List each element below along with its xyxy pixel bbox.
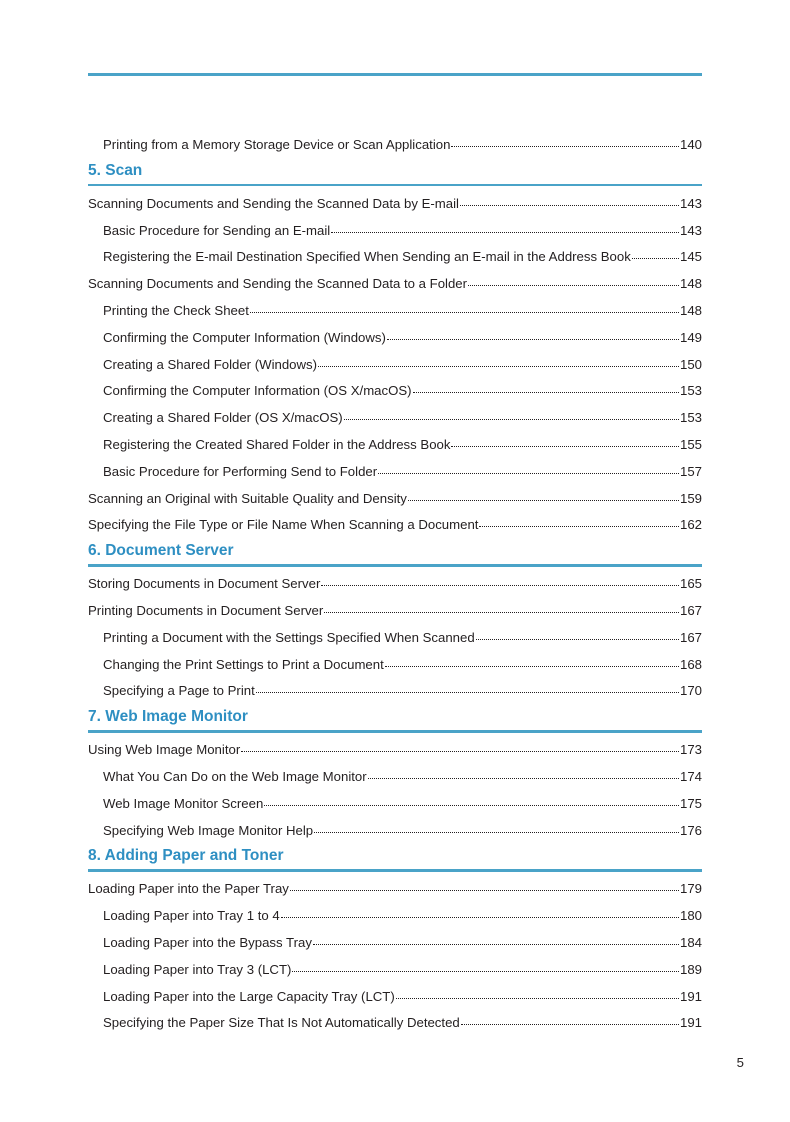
toc-entry-title: Loading Paper into Tray 1 to 4 bbox=[103, 908, 280, 924]
dot-leader bbox=[385, 665, 679, 667]
chapter-heading[interactable] bbox=[88, 844, 702, 874]
toc-entry-page: 148 bbox=[679, 276, 702, 292]
toc-entry[interactable] bbox=[88, 432, 702, 459]
toc-entry-page: 176 bbox=[679, 822, 702, 838]
toc-entry[interactable] bbox=[88, 737, 702, 764]
chapter-rule bbox=[88, 564, 702, 567]
dot-leader bbox=[396, 997, 679, 999]
dot-leader bbox=[264, 804, 679, 806]
toc-entry[interactable] bbox=[88, 571, 702, 598]
toc-entry[interactable] bbox=[88, 218, 702, 245]
dot-leader bbox=[256, 691, 679, 693]
dot-leader bbox=[408, 499, 679, 501]
toc-entry-title: Specifying the File Type or File Name When Scanning a Document bbox=[88, 517, 479, 533]
toc-entry[interactable] bbox=[88, 405, 702, 432]
toc-entry-title: Scanning an Original with Suitable Quality and Density bbox=[88, 490, 407, 506]
chapter-title: 8. Adding Paper and Toner bbox=[88, 847, 284, 865]
toc-entry-title: Confirming the Computer Information (Windows) bbox=[103, 329, 386, 345]
toc-entry[interactable] bbox=[88, 191, 702, 218]
toc-entry-page: 165 bbox=[679, 576, 702, 592]
chapter-title: 6. Document Server bbox=[88, 542, 234, 560]
toc-entry[interactable] bbox=[88, 598, 702, 625]
toc-entry-title: Specifying Web Image Monitor Help bbox=[103, 822, 314, 838]
toc-entry-page: 140 bbox=[679, 137, 702, 152]
toc-entry-page: 184 bbox=[679, 934, 702, 950]
dot-leader bbox=[321, 584, 679, 586]
toc-entry[interactable] bbox=[88, 678, 702, 705]
dot-leader bbox=[451, 445, 679, 447]
toc-entry[interactable] bbox=[88, 957, 702, 984]
toc-entry-title: Web Image Monitor Screen bbox=[103, 795, 264, 811]
toc-entry-page: 157 bbox=[679, 463, 702, 479]
chapter-heading[interactable] bbox=[88, 539, 702, 569]
dot-leader bbox=[292, 970, 679, 972]
toc-entry-title: Basic Procedure for Performing Send to Folder bbox=[103, 463, 378, 479]
toc-entry-page: 155 bbox=[679, 436, 702, 452]
dot-leader bbox=[318, 365, 679, 367]
toc-entry[interactable] bbox=[88, 625, 702, 652]
table-of-contents bbox=[88, 132, 702, 1037]
toc-entry-page: 149 bbox=[679, 329, 702, 345]
dot-leader bbox=[290, 889, 679, 891]
dot-leader bbox=[460, 204, 679, 206]
chapter-rule bbox=[88, 184, 702, 187]
toc-entry-page: 168 bbox=[679, 656, 702, 672]
toc-entry-title: Storing Documents in Document Server bbox=[88, 576, 321, 592]
toc-entry-title: Loading Paper into the Paper Tray bbox=[88, 881, 289, 897]
toc-entry-page: 162 bbox=[679, 517, 702, 533]
toc-entry[interactable] bbox=[88, 459, 702, 486]
dot-leader bbox=[314, 831, 679, 833]
toc-entry-title: Registering the Created Shared Folder in the Address Book bbox=[103, 436, 451, 452]
toc-entry-page: 153 bbox=[679, 383, 702, 399]
toc-entry-page: 143 bbox=[679, 222, 702, 238]
toc-entry[interactable] bbox=[88, 244, 702, 271]
dot-leader bbox=[344, 418, 679, 420]
toc-entry-page: 145 bbox=[679, 249, 702, 265]
toc-entry-title: What You Can Do on the Web Image Monitor bbox=[103, 768, 367, 784]
dot-leader bbox=[479, 525, 679, 527]
toc-entry-page: 148 bbox=[679, 302, 702, 318]
chapter-heading[interactable] bbox=[88, 705, 702, 735]
dot-leader bbox=[632, 257, 679, 259]
toc-entry-title: Basic Procedure for Sending an E-mail bbox=[103, 222, 331, 238]
toc-entry-title: Scanning Documents and Sending the Scanned Data to a Folder bbox=[88, 276, 468, 292]
toc-entry-title: Using Web Image Monitor bbox=[88, 742, 241, 758]
toc-entry-title: Confirming the Computer Information (OS X/macOS) bbox=[103, 383, 412, 399]
toc-entry-title: Scanning Documents and Sending the Scanned Data by E-mail bbox=[88, 195, 459, 211]
toc-entry-page: 174 bbox=[679, 768, 702, 784]
toc-entry-title: Printing a Document with the Settings Specified When Scanned bbox=[103, 629, 475, 645]
chapter-title: 7. Web Image Monitor bbox=[88, 708, 248, 726]
toc-entry[interactable] bbox=[88, 1010, 702, 1037]
toc-entry-title: Specifying a Page to Print bbox=[103, 683, 255, 699]
toc-entry[interactable] bbox=[88, 512, 702, 539]
toc-entry-title: Creating a Shared Folder (OS X/macOS) bbox=[103, 410, 343, 426]
toc-entry-title: Changing the Print Settings to Print a Document bbox=[103, 656, 384, 672]
toc-entry[interactable] bbox=[88, 298, 702, 325]
toc-entry[interactable] bbox=[88, 352, 702, 379]
toc-entry[interactable] bbox=[88, 764, 702, 791]
dot-leader bbox=[468, 284, 679, 286]
toc-entry[interactable] bbox=[88, 903, 702, 930]
dot-leader bbox=[331, 231, 679, 233]
dot-leader bbox=[451, 145, 679, 147]
toc-entry[interactable] bbox=[88, 132, 702, 159]
dot-leader bbox=[387, 338, 679, 340]
toc-entry[interactable] bbox=[88, 984, 702, 1011]
toc-entry-title: Creating a Shared Folder (Windows) bbox=[103, 356, 318, 372]
toc-entry[interactable] bbox=[88, 271, 702, 298]
chapter-title: 5. Scan bbox=[88, 161, 143, 179]
page-number: 5 bbox=[736, 1055, 744, 1070]
toc-entry-page: 173 bbox=[679, 742, 702, 758]
toc-entry-title: Registering the E-mail Destination Specified When Sending an E-mail in the Address Book bbox=[103, 249, 631, 265]
toc-entry-page: 170 bbox=[679, 683, 702, 699]
toc-entry-page: 189 bbox=[679, 961, 702, 977]
dot-leader bbox=[241, 750, 679, 752]
toc-entry-page: 153 bbox=[679, 410, 702, 426]
header-rule bbox=[88, 73, 702, 76]
toc-entry-page: 191 bbox=[679, 1015, 702, 1031]
toc-entry-page: 175 bbox=[679, 795, 702, 811]
toc-entry-page: 167 bbox=[679, 602, 702, 618]
dot-leader bbox=[250, 311, 679, 313]
toc-entry-title: Loading Paper into the Large Capacity Tray (LCT) bbox=[103, 988, 395, 1004]
toc-entry-page: 167 bbox=[679, 629, 702, 645]
toc-entry-page: 179 bbox=[679, 881, 702, 897]
dot-leader bbox=[313, 943, 679, 945]
toc-entry-page: 143 bbox=[679, 195, 702, 211]
toc-entry[interactable] bbox=[88, 652, 702, 679]
toc-entry-title: Printing from a Memory Storage Device or Scan Application bbox=[103, 137, 451, 152]
dot-leader bbox=[324, 611, 679, 613]
dot-leader bbox=[281, 916, 679, 918]
dot-leader bbox=[378, 472, 679, 474]
toc-entry[interactable] bbox=[88, 791, 702, 818]
toc-entry-page: 150 bbox=[679, 356, 702, 372]
toc-entry[interactable] bbox=[88, 378, 702, 405]
toc-entry-title: Specifying the Paper Size That Is Not Automatically Detected bbox=[103, 1015, 460, 1031]
toc-entry[interactable] bbox=[88, 325, 702, 352]
toc-entry-title: Printing Documents in Document Server bbox=[88, 602, 324, 618]
toc-entry-page: 180 bbox=[679, 908, 702, 924]
toc-entry-title: Printing the Check Sheet bbox=[103, 302, 249, 318]
chapter-rule bbox=[88, 869, 702, 872]
toc-entry-page: 191 bbox=[679, 988, 702, 1004]
toc-entry[interactable] bbox=[88, 818, 702, 845]
dot-leader bbox=[413, 391, 679, 393]
chapter-heading[interactable] bbox=[88, 159, 702, 189]
toc-entry[interactable] bbox=[88, 930, 702, 957]
dot-leader bbox=[368, 777, 679, 779]
dot-leader bbox=[476, 638, 679, 640]
toc-entry[interactable] bbox=[88, 486, 702, 513]
toc-entry-title: Loading Paper into the Bypass Tray bbox=[103, 934, 312, 950]
chapter-rule bbox=[88, 730, 702, 733]
dot-leader bbox=[461, 1023, 679, 1025]
toc-entry[interactable] bbox=[88, 876, 702, 903]
toc-entry-title: Loading Paper into Tray 3 (LCT) bbox=[103, 961, 292, 977]
toc-entry-page: 159 bbox=[679, 490, 702, 506]
